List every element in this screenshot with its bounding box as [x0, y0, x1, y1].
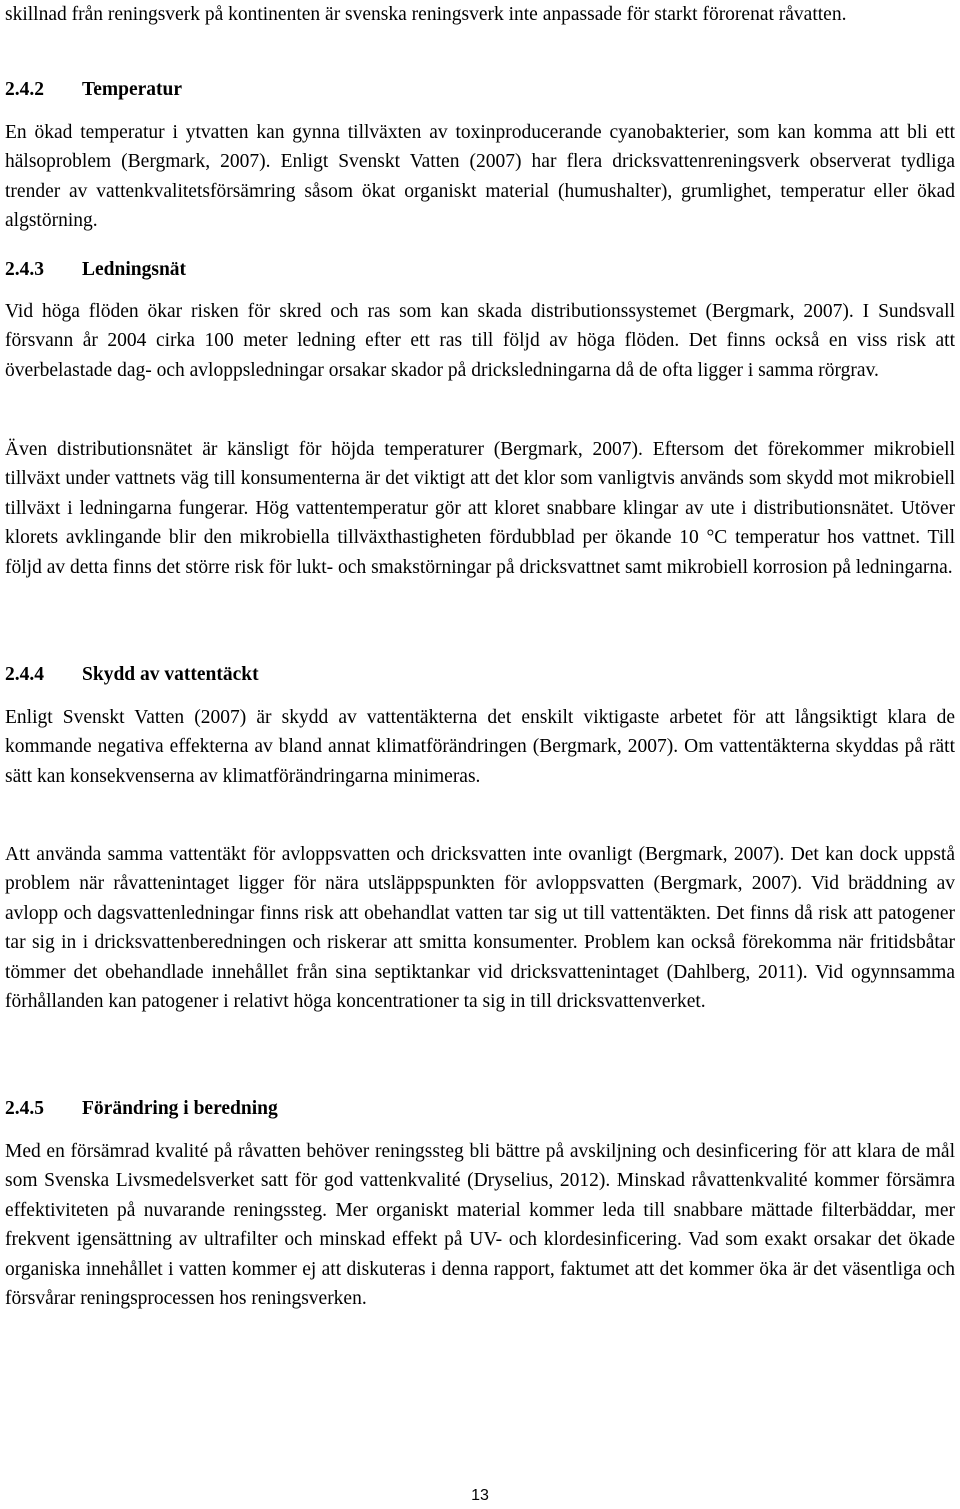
paragraph-skydd-2: Att använda samma vattentäkt för avloppsvatten och dricksvatten inte ovanligt (Bergmark, 2007). Det kan dock uppstå problem när råvattenintaget ligger för nära utsläppspunkten för avloppsvatten (Bergmark, 2007). Vid bräddning av avlopp och dagsvattenledningar finns risk att obehandlat vatten tar sig ut till vattentäkten. Det finns då risk att patogener tar sig in i dricksvattenberedningen och riskerar att smitta konsumenter. Problem kan också förekomma när fritidsbåtar tömmer det obehandlade innehållet från sina septiktankar vid dricksvattenintaget (Dahlberg, 2011). Vid ogynnsamma förhållanden kan patogener i relativt höga koncentrationer ta sig in till dricksvattenverket. [5, 844, 955, 1013]
section-heading-forandring-i-beredning [5, 1094, 955, 1123]
section-title: Skydd av vattentäckt [82, 664, 259, 685]
paragraph-temperatur-1: En ökad temperatur i ytvatten kan gynna tillväxten av toxinproducerande cyanobakterier, som kan komma att bli ett hälsoproblem (Bergmark, 2007). Enligt Svenskt Vatten (2007) har flera dricksvattenreningsverk observerat tydliga trender av vattenkvalitetsförsämring såsom ökat organiskt material (humushalter), grumlighet, temperatur eller ökad algstörning. [5, 122, 955, 232]
section-number: 2.4.4 [5, 664, 44, 685]
section-heading-temperatur [5, 75, 955, 104]
section-heading-ledningsnat [5, 255, 955, 284]
section-title: Ledningsnät [82, 259, 187, 280]
paragraph-ledningsnat-1: Vid höga flöden ökar risken för skred och ras som kan skada distributionssystemet (Bergmark, 2007). I Sundsvall försvann år 2004 cirka 100 meter ledning efter ett ras till följd av höga flöden. Det finns också en viss risk att överbelastade dag- och avloppsledningar orsakar skador på dricksledningarna då de ofta ligger i samma rörgrav. [5, 301, 955, 381]
paragraph-beredning-1: Med en försämrad kvalité på råvatten behöver reningssteg bli bättre på avskiljning och desinficering för att klara de mål som Svenska Livsmedelsverket satt för god vattenkvalité (Dryselius, 2012). Minskad råvattenkvalité kommer försämra effektiviteten på nuvarande reningssteg. Mer organiskt material kommer leda till snabbare mättade filterbäddar, mer frekvent igensättning av ultrafilter och minskad effekt på UV- och klordesinficering. Vad som exakt orsakar det ökade organiska innehållet i vatten kommer ej att diskuteras i denna rapport, faktumet att det kommer öka är det väsentliga och försvårar reningsprocessen hos reningsverken. [5, 1141, 955, 1310]
section-number: 2.4.2 [5, 79, 44, 100]
paragraph-skydd-1: Enligt Svenskt Vatten (2007) är skydd av vattentäkterna det enskilt viktigaste arbetet för att långsiktigt klara de kommande negativa effekterna av bland annat klimatförändringen (Bergmark, 2007). Om vattentäkterna skyddas på rätt sätt kan konsekvenserna av klimatförändringarna minimeras. [5, 707, 955, 787]
intro-paragraph: skillnad från reningsverk på kontinenten är svenska reningsverk inte anpassade för starkt förorenat råvatten. [5, 4, 847, 25]
page-number: 13 [471, 1487, 489, 1504]
section-heading-skydd-av-vattentackt [5, 660, 955, 689]
section-number: 2.4.3 [5, 259, 44, 280]
section-number: 2.4.5 [5, 1098, 44, 1119]
paragraph-ledningsnat-2: Även distributionsnätet är känsligt för höjda temperaturer (Bergmark, 2007). Eftersom det förekommer mikrobiell tillväxt under vattnets väg till konsumenterna är det viktigt att det klor som vanligtvis används som skydd mot mikrobiell tillväxt i ledningarna fungerar. Hög vattentemperatur gör att kloret snabbare klingar av ute i distributionsnätet. Utöver klorets avklingande blir den mikrobiella tillväxthastigheten fördubblad per ökande 10 °C temperatur hos vattnet. Till följd av detta finns det större risk för lukt- och smakstörningar på dricksvattnet samt mikrobiell korrosion på ledningarna. [5, 439, 955, 578]
section-title: Temperatur [82, 79, 183, 100]
section-title: Förändring i beredning [82, 1098, 278, 1119]
